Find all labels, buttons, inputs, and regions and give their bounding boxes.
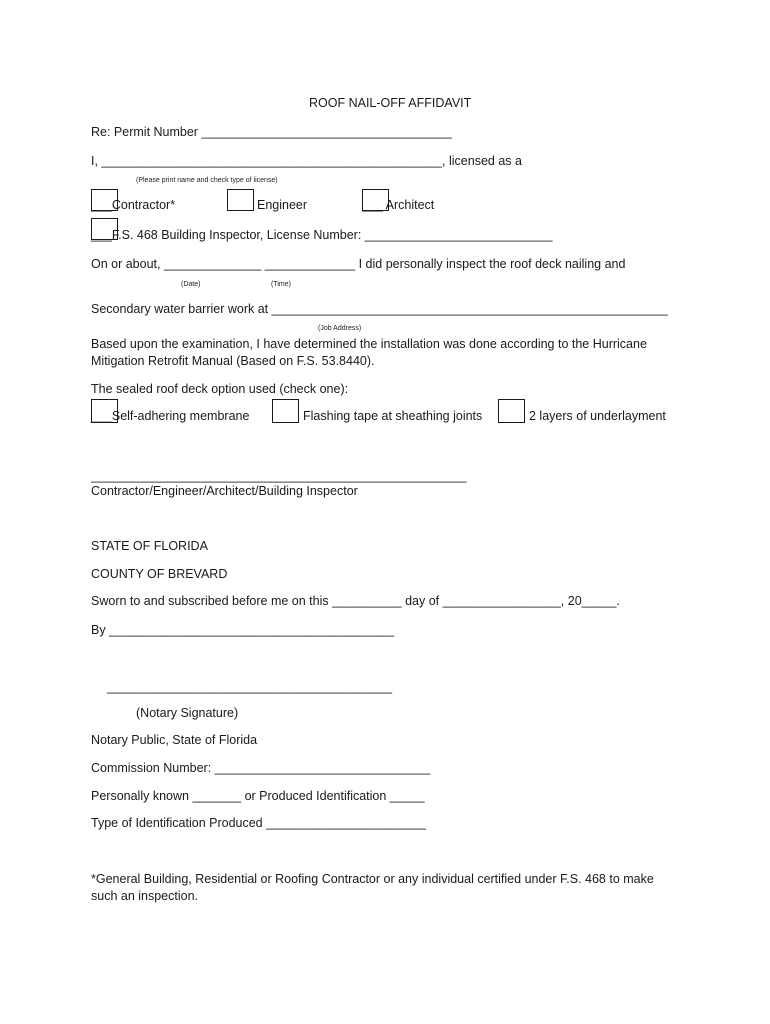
- tape-checkbox[interactable]: [272, 399, 299, 423]
- underlayment-checkbox[interactable]: [498, 399, 525, 423]
- engineer-checkbox[interactable]: [227, 189, 254, 211]
- job-address-hint: (Job Address): [318, 325, 362, 332]
- inspection-date-time-field[interactable]: On or about, ______________ _____________ I did personally inspect the roof deck nailing and: [91, 257, 626, 271]
- id-type-field[interactable]: Type of Identification Produced _______________________: [91, 816, 427, 830]
- by-field[interactable]: By _________________________________________: [91, 623, 395, 637]
- notary-public-label: Notary Public, State of Florida: [91, 733, 258, 747]
- sworn-date-field[interactable]: Sworn to and subscribed before me on this __________ day of _________________, 20_____.: [91, 594, 620, 608]
- underlayment-label: 2 layers of underlayment: [529, 409, 666, 423]
- architect-label: ___ Architect: [362, 198, 435, 212]
- page-title: ROOF NAIL-OFF AFFIDAVIT: [309, 96, 472, 110]
- contractor-label: ___Contractor*: [91, 198, 176, 212]
- tape-label: Flashing tape at sheathing joints: [303, 409, 483, 423]
- date-hint: (Date): [181, 281, 201, 288]
- inspector-license-field[interactable]: ___F.S. 468 Building Inspector, License Number: ___________________________: [91, 228, 553, 242]
- signature-label: Contractor/Engineer/Architect/Building Inspector: [91, 484, 358, 498]
- determination-line-2: Mitigation Retrofit Manual (Based on F.S. 53.8440).: [91, 354, 375, 368]
- time-hint: (Time): [271, 281, 291, 288]
- signature-line[interactable]: ______________________________________________________: [91, 469, 467, 483]
- personally-known-field[interactable]: Personally known _______ or Produced Identification _____: [91, 789, 425, 803]
- notary-signature-line[interactable]: _________________________________________: [107, 680, 393, 694]
- notary-signature-label: (Notary Signature): [136, 706, 239, 720]
- footnote-line-1: *General Building, Residential or Roofing Contractor or any individual certified under F.S. 468 to make: [91, 872, 654, 886]
- name-field[interactable]: I, _________________________________________________, licensed as a: [91, 154, 522, 168]
- name-hint: (Please print name and check type of license): [136, 177, 278, 184]
- option-prompt: The sealed roof deck option used (check one):: [91, 382, 349, 396]
- commission-number-field[interactable]: Commission Number: _______________________________: [91, 761, 431, 775]
- state-heading: STATE OF FLORIDA: [91, 539, 208, 553]
- county-heading: COUNTY OF BREVARD: [91, 567, 228, 581]
- permit-number-field[interactable]: Re: Permit Number ____________________________________: [91, 125, 452, 139]
- membrane-label: ___Self-adhering membrane: [91, 409, 250, 423]
- engineer-label: Engineer: [257, 198, 308, 212]
- determination-line-1: Based upon the examination, I have determined the installation was done according to the Hurricane: [91, 337, 647, 351]
- footnote-line-2: such an inspection.: [91, 889, 199, 903]
- job-address-field[interactable]: Secondary water barrier work at _________________________________________________________: [91, 302, 668, 316]
